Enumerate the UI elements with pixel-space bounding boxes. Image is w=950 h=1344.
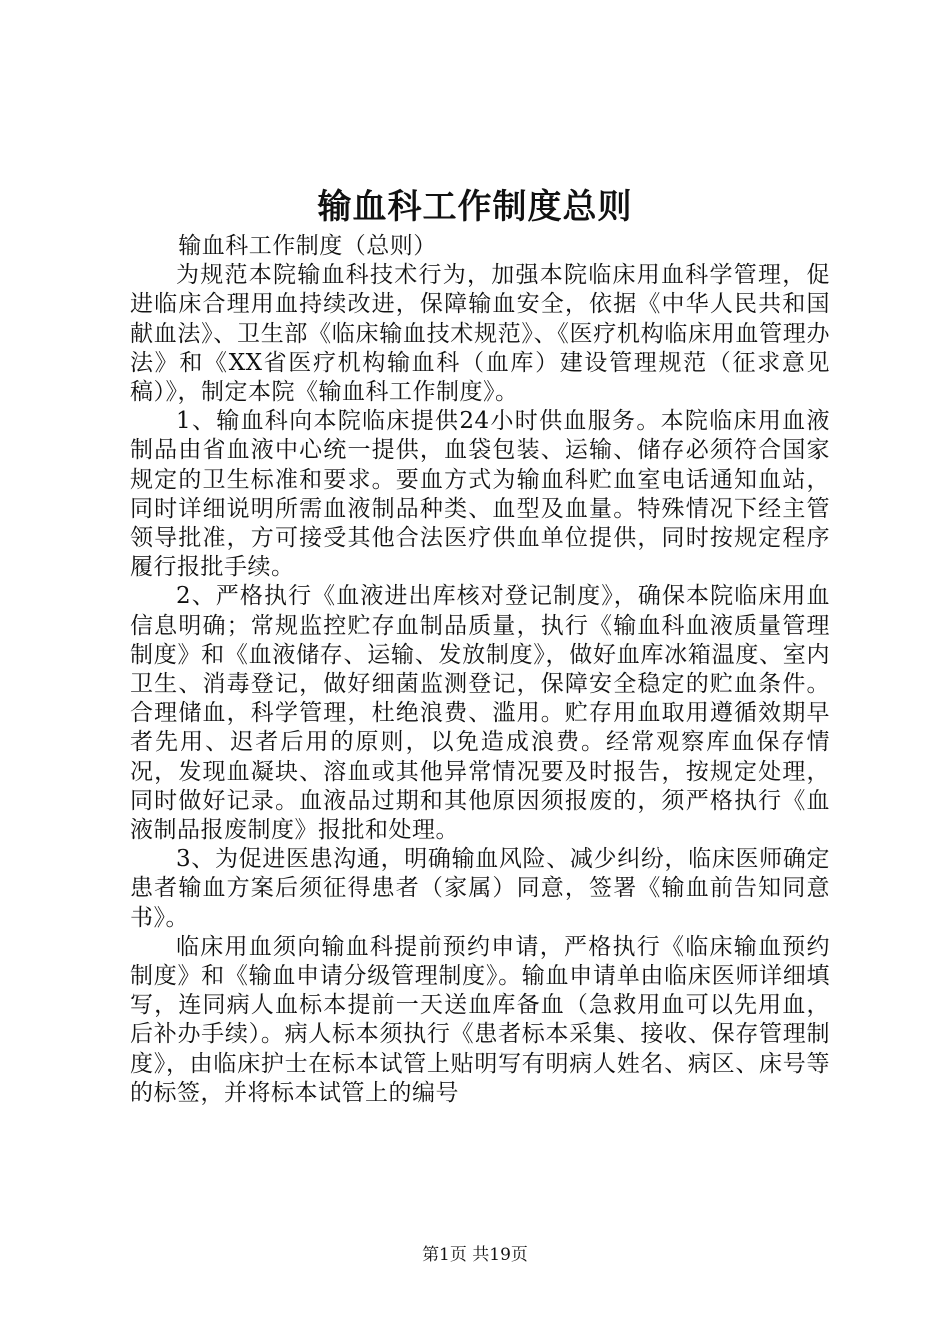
clause-3-paragraph: 3、为促进医患沟通，明确输血风险、减少纠纷，临床医师确定患者输血方案后须征得患者（家属）同意，签署《输血前告知同意书》。 [130, 846, 830, 931]
clause-1-paragraph: 1、输血科向本院临床提供24小时供血服务。本院临床用血液制品由省血液中心统一提供，血袋包装、运输、储存必须符合国家规定的卫生标准和要求。要血方式为输血科贮血室电话通知血站，同时详细说明所需血液制品种类、血型及血量。特殊情况下经主管领导批准，方可接受其他合法医疗供血单位提供，同时按规定程序履行报批手续。 [130, 408, 830, 581]
appointment-paragraph: 临床用血须向输血科提前预约申请，严格执行《临床输血预约制度》和《输血申请分级管理制度》。输血申请单由临床医师详细填写，连同病人血标本提前一天送血库备血（急救用血可以先用血，后补办手续）。病人标本须执行《患者标本采集、接收、保存管理制度》，由临床护士在标本试管上贴明写有明病人姓名、病区、床号等的标签，并将标本试管上的编号 [130, 933, 830, 1106]
clause-2-paragraph: 2、严格执行《血液进出库核对登记制度》，确保本院临床用血信息明确；常规监控贮存血制品质量，执行《输血科血液质量管理制度》和《血液储存、运输、发放制度》，做好血库冰箱温度、室内卫生、消毒登记，做好细菌监测登记，保障安全稳定的贮血条件。合理储血，科学管理，杜绝浪费、滥用。贮存用血取用遵循效期早者先用、迟者后用的原则，以免造成浪费。经常观察库血保存情况，发现血凝块、溶血或其他异常情况要及时报告，按规定处理，同时做好记录。血液品过期和其他原因须报废的，须严格执行《血液制品报废制度》报批和处理。 [130, 583, 830, 844]
subtitle-paragraph: 输血科工作制度（总则） [178, 233, 437, 259]
intro-paragraph: 为规范本院输血科技术行为，加强本院临床用血科学管理，促进临床合理用血持续改进，保障输血安全，依据《中华人民共和国献血法》、卫生部《临床输血技术规范》、《医疗机构临床用血管理办法》和《XX省医疗机构输血科（血库）建设管理规范（征求意见稿）》，制定本院《输血科工作制度》。 [130, 262, 830, 406]
document-title: 输血科工作制度总则 [317, 187, 633, 227]
page-number-footer: 第1页 共19页 [422, 1245, 528, 1265]
document-body [130, 232, 830, 1108]
